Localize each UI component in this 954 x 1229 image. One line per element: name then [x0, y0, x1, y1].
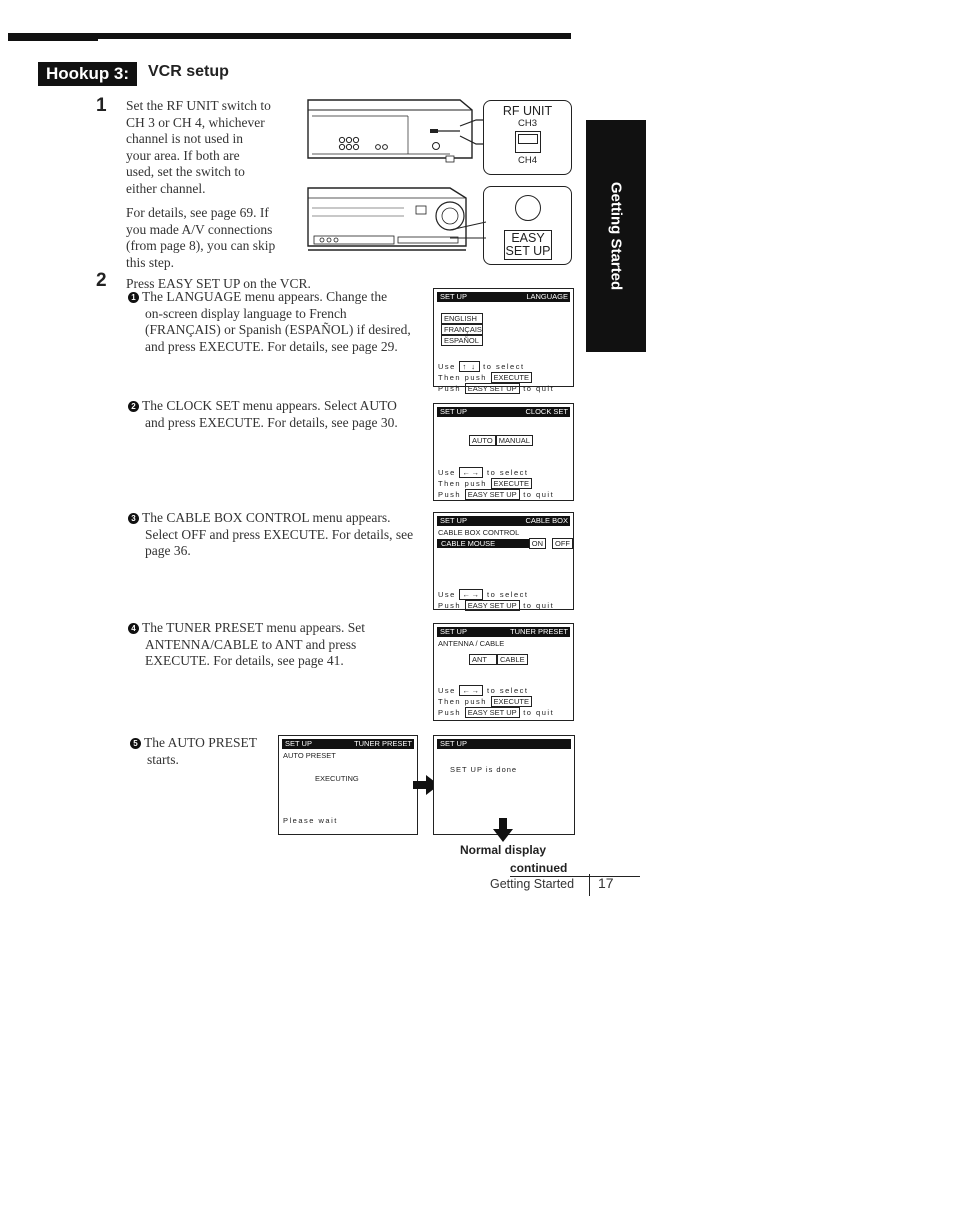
- instr-easy-set-up: EASY SET UP: [465, 600, 520, 611]
- cable-instructions: [438, 589, 573, 611]
- screen-header: [437, 516, 570, 526]
- setup-done-message: SET UP is done: [450, 765, 518, 774]
- cable-subtitle: CABLE BOX CONTROL: [438, 528, 520, 537]
- instr-push: Push: [438, 490, 462, 499]
- up-down-arrows-icon: ↑ ↓: [459, 361, 479, 372]
- item-line: (FRANÇAIS) or Spanish (ESPAÑOL) if desired,: [145, 322, 411, 338]
- screen-tuner-preset: [433, 623, 574, 721]
- step-1-details-line: For details, see page 69. If: [126, 205, 269, 220]
- instr-easy-set-up: EASY SET UP: [465, 383, 520, 394]
- step-marker-1: 1: [128, 292, 139, 303]
- continued-label: continued: [510, 861, 568, 875]
- screen-header-left: SET UP: [285, 739, 312, 748]
- option-on[interactable]: ON: [529, 538, 546, 549]
- rf-unit-ch3-label: CH3: [517, 118, 537, 129]
- item-line: on-screen display language to French: [145, 305, 347, 321]
- language-options: [441, 313, 573, 346]
- instr-to-quit: to quit: [523, 490, 555, 499]
- instr-to-select: to select: [487, 686, 529, 695]
- language-instructions: [438, 361, 573, 394]
- screen-header-left: SET UP: [440, 292, 467, 301]
- item-line: The CLOCK SET menu appears. Select AUTO: [142, 398, 397, 413]
- rf-unit-callout: [483, 100, 572, 175]
- step-1-line: channel is not used in: [126, 131, 243, 147]
- clock-options: [469, 435, 573, 446]
- footer-section-name: Getting Started: [490, 877, 575, 891]
- step-1-number: 1: [96, 95, 107, 116]
- screen-clock-set: [433, 403, 574, 501]
- step-1-details-line: you made A/V connections: [126, 221, 273, 237]
- easy-label-line2: SET UP: [505, 244, 551, 258]
- tuner-instructions: [438, 685, 573, 718]
- screen-header: [437, 739, 571, 749]
- option-english[interactable]: ENGLISH: [441, 313, 483, 324]
- step-1-line: used, set the switch to: [126, 164, 245, 180]
- instr-to-quit: to quit: [523, 601, 555, 610]
- easy-set-up-callout: [483, 186, 572, 265]
- screen-header-right: TUNER PRESET: [510, 627, 568, 636]
- screen-header-left: SET UP: [440, 627, 467, 636]
- screen-header-left: SET UP: [440, 407, 467, 416]
- screen-header: [437, 292, 570, 302]
- screen-header: [282, 739, 414, 749]
- left-right-arrows-icon: ←→: [459, 589, 483, 600]
- clock-instructions: [438, 467, 573, 500]
- page-number: 17: [598, 875, 614, 891]
- easy-label-line1: EASY: [511, 231, 545, 245]
- option-manual[interactable]: MANUAL: [496, 435, 533, 446]
- step-1-details-line: (from page 8), you can skip: [126, 238, 276, 254]
- option-auto[interactable]: AUTO: [469, 435, 496, 446]
- step-1-line: Set the RF UNIT switch to: [126, 98, 271, 113]
- instr-push: Push: [438, 708, 462, 717]
- screen-header: [437, 407, 570, 417]
- item-line: The CABLE BOX CONTROL menu appears.: [142, 510, 391, 525]
- screen-language: [433, 288, 574, 393]
- step-2-item-2: [128, 398, 418, 431]
- step-1-line: either channel.: [126, 180, 206, 196]
- easy-set-up-button-label: [504, 230, 552, 260]
- screen-header-right: CABLE BOX: [525, 516, 568, 525]
- item-line: and press EXECUTE. For details, see page 29.: [145, 338, 398, 354]
- screen-cable-box: [433, 512, 574, 610]
- top-rule-tail: [8, 38, 98, 41]
- step-1-text: [126, 98, 296, 198]
- footer-divider: [589, 874, 590, 896]
- cable-mouse-row: [437, 538, 573, 549]
- screen-header-left: SET UP: [440, 739, 467, 748]
- side-tab-label: Getting Started: [607, 181, 625, 291]
- instr-execute: EXECUTE: [491, 372, 532, 383]
- screen-header: [437, 627, 570, 637]
- section-title: VCR setup: [148, 63, 229, 80]
- option-espanol[interactable]: ESPAÑOL: [441, 335, 483, 346]
- step-marker-5: 5: [130, 738, 141, 749]
- instr-to-quit: to quit: [523, 384, 555, 393]
- item-line: EXECUTE. For details, see page 41.: [145, 653, 344, 669]
- instr-to-select: to select: [487, 590, 529, 599]
- step-2-item-3: [128, 510, 418, 560]
- instr-then-push: Then push: [438, 697, 487, 706]
- left-right-arrows-icon: ←→: [459, 685, 483, 696]
- rf-unit-switch-knob: [518, 134, 538, 144]
- rf-unit-ch4-label: CH4: [517, 155, 537, 166]
- instr-use: Use: [438, 590, 456, 599]
- item-line: and press EXECUTE. For details, see page 30.: [145, 414, 398, 430]
- step-1-line: your area. If both are: [126, 147, 240, 163]
- side-tab: [586, 120, 646, 352]
- step-1-details-line: this step.: [126, 254, 175, 270]
- section-badge: Hookup 3:: [38, 62, 137, 86]
- screen-auto-preset: [278, 735, 418, 835]
- step-marker-4: 4: [128, 623, 139, 634]
- step-2-number: 2: [96, 270, 107, 291]
- step-2-intro: Press EASY SET UP on the VCR.: [126, 276, 311, 291]
- step-2-item-5: [130, 735, 270, 768]
- normal-display-caption: Normal display: [460, 843, 547, 857]
- cable-mouse-label: CABLE MOUSE: [437, 539, 529, 548]
- easy-set-up-button-icon[interactable]: [515, 195, 541, 221]
- auto-preset-executing: EXECUTING: [315, 774, 359, 783]
- instr-to-select: to select: [487, 468, 529, 477]
- instr-easy-set-up: EASY SET UP: [465, 489, 520, 500]
- item-line: ANTENNA/CABLE to ANT and press: [145, 636, 357, 652]
- auto-preset-wait: Please wait: [283, 816, 338, 825]
- step-1-line: CH 3 or CH 4, whichever: [126, 114, 265, 130]
- screen-header-left: SET UP: [440, 516, 467, 525]
- vcr-front-illustration: [300, 182, 490, 262]
- step-marker-3: 3: [128, 513, 139, 524]
- option-cable[interactable]: CABLE: [497, 654, 528, 665]
- screen-header-right: CLOCK SET: [525, 407, 568, 416]
- instr-easy-set-up: EASY SET UP: [465, 707, 520, 718]
- screen-header-right: LANGUAGE: [526, 292, 568, 301]
- vcr-rear-illustration: [300, 96, 490, 166]
- item-line: The LANGUAGE menu appears. Change the: [142, 289, 388, 304]
- instr-execute: EXECUTE: [491, 478, 532, 489]
- instr-to-quit: to quit: [523, 708, 555, 717]
- instr-to-select: to select: [483, 362, 525, 371]
- item-line: The AUTO PRESET: [144, 735, 258, 750]
- instr-push: Push: [438, 601, 462, 610]
- left-right-arrows-icon: ←→: [459, 467, 483, 478]
- option-francais[interactable]: FRANÇAIS: [441, 324, 483, 335]
- option-off[interactable]: OFF: [552, 538, 573, 549]
- item-line: starts.: [147, 751, 179, 767]
- step-marker-2: 2: [128, 401, 139, 412]
- instr-use: Use: [438, 362, 456, 371]
- item-line: The TUNER PRESET menu appears. Set: [142, 620, 365, 635]
- rf-unit-title: RF UNIT: [502, 104, 553, 118]
- step-1-details: [126, 205, 306, 271]
- screen-header-right: TUNER PRESET: [354, 739, 412, 748]
- instr-execute: EXECUTE: [491, 696, 532, 707]
- item-line: Select OFF and press EXECUTE. For details, see: [145, 526, 414, 542]
- item-line: page 36.: [145, 543, 191, 559]
- instr-then-push: Then push: [438, 479, 487, 488]
- tuner-options: [469, 654, 573, 665]
- arrow-down-icon: [493, 818, 513, 842]
- rf-unit-switch[interactable]: [515, 131, 541, 153]
- instr-push: Push: [438, 384, 462, 393]
- option-ant[interactable]: ANT: [469, 654, 497, 665]
- auto-preset-subtitle: AUTO PRESET: [283, 751, 336, 760]
- instr-use: Use: [438, 686, 456, 695]
- instr-use: Use: [438, 468, 456, 477]
- instr-then-push: Then push: [438, 373, 487, 382]
- tuner-subtitle: ANTENNA / CABLE: [438, 639, 505, 648]
- step-2-item-4: [128, 620, 418, 670]
- step-2-item-1: [128, 289, 418, 355]
